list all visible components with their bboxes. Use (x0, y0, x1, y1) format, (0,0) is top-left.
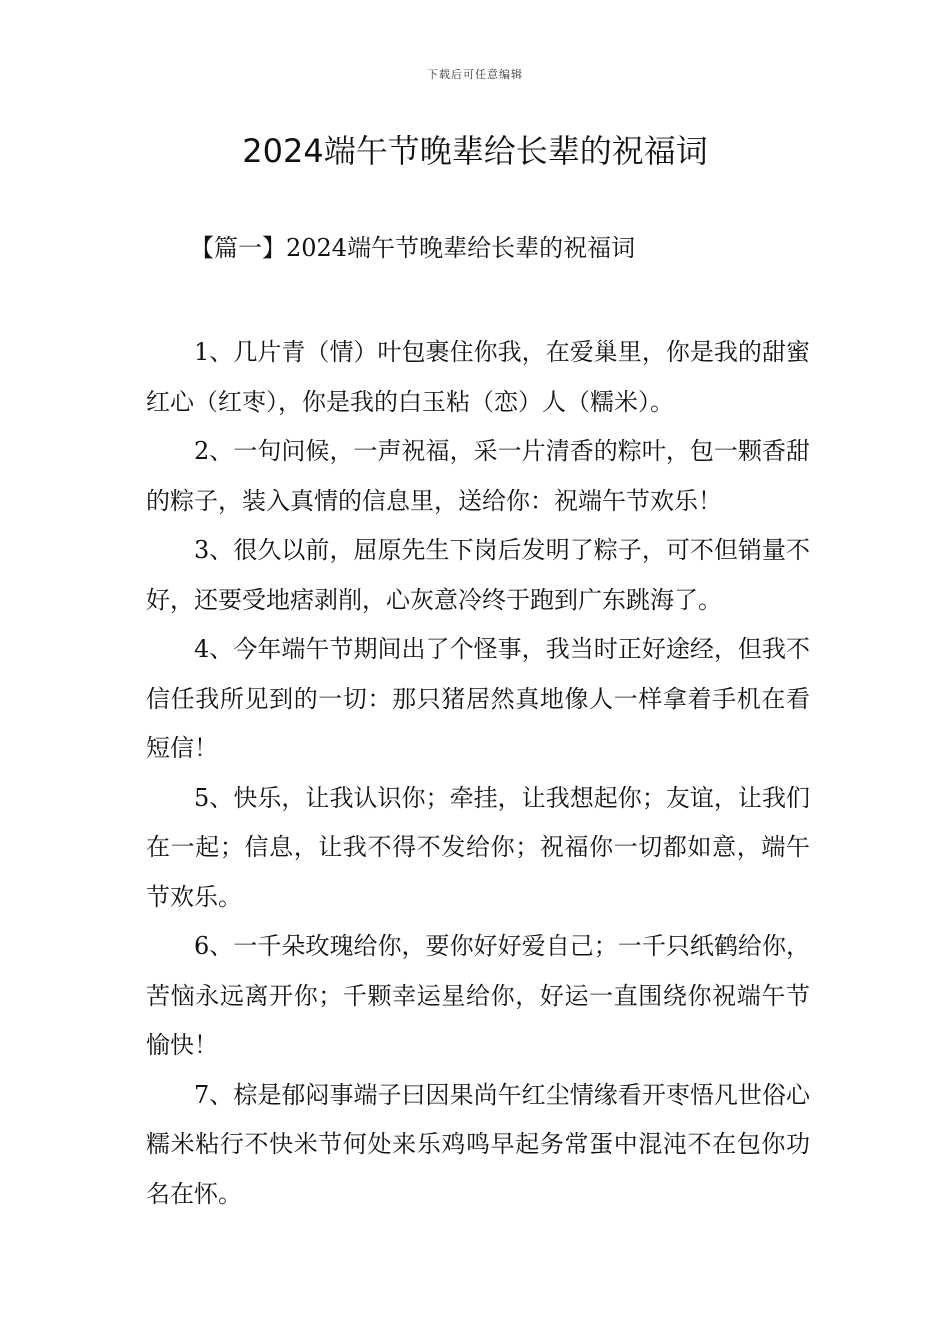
paragraph-2: 2、一句问候，一声祝福，采一片清香的粽叶，包一颗香甜的粽子，装入真情的信息里，送给你：祝端午节欢乐！ (146, 437, 810, 515)
paragraph-3: 3、很久以前，屈原先生下岗后发明了粽子，可不但销量不好，还要受地痞剥削，心灰意冷终于跑到广东跳海了。 (146, 536, 810, 614)
paragraph-4: 4、今年端午节期间出了个怪事，我当时正好途经，但我不信任我所见到的一切：那只猪居然真地像人一样拿着手机在看短信！ (146, 635, 810, 762)
header-note: 下载后可任意编辑 (427, 68, 523, 81)
paragraph-7: 7、棕是郁闷事端子曰因果尚午红尘情缘看开枣悟凡世俗心糯米粘行不快米节何处来乐鸡鸣早起务常蛋中混沌不在包你功名在怀。 (146, 1080, 810, 1208)
paragraph-1: 1、几片青（情）叶包裹住你我，在爱巢里，你是我的甜蜜红心（红枣），你是我的白玉粘（恋）人（糯米）。 (146, 338, 810, 416)
body-text (146, 328, 810, 1219)
paragraph-6: 6、一千朵玫瑰给你，要你好好爱自己；一千只纸鹤给你，苦恼永远离开你；千颗幸运星给你，好运一直围绕你祝端午节愉快！ (146, 932, 810, 1059)
paragraph-5: 5、快乐，让我认识你；牵挂，让我想起你；友谊，让我们在一起；信息，让我不得不发给你；祝福你一切都如意，端午节欢乐。 (146, 783, 810, 911)
document-title: 2024端午节晚辈给长辈的祝福词 (242, 132, 708, 170)
section-heading: 【篇一】2024端午节晚辈给长辈的祝福词 (190, 234, 636, 262)
